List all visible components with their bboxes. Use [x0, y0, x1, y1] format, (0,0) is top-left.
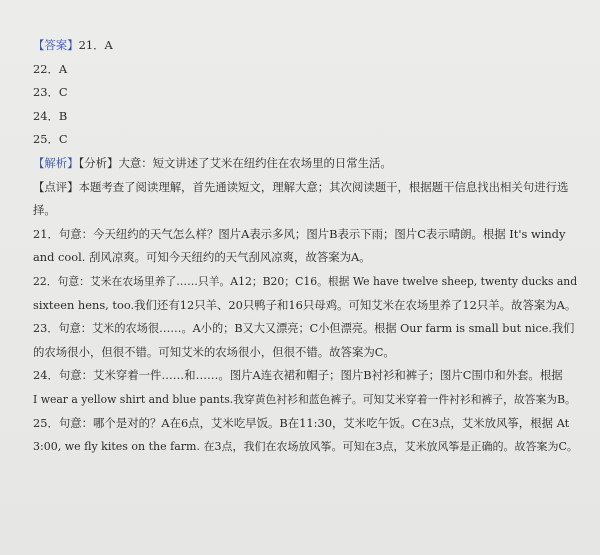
analysis-line — [33, 152, 560, 176]
explanation-21-line-2: and cool. 刮风凉爽。可知今天纽约的天气刮风凉爽，故答案为A。 — [33, 250, 371, 265]
answer-item: 21．A — [78, 38, 113, 52]
comment-line-1 — [33, 176, 569, 200]
explanation-22-line-1: 22．句意：艾米在农场里养了……只羊。A12；B20；C16。根据 We have twelve sheep, twenty ducks and — [33, 274, 578, 288]
answer-tag: 【答案】 — [33, 38, 79, 52]
explanation-24-line-1: 24．句意：艾米穿着一件……和……。图片A连衣裙和帽子；图片B衬衫和裤子；图片C围巾和外套。根据 — [33, 368, 563, 383]
answer-line-24: 24．B — [33, 108, 68, 123]
answer-line-23: 23．C — [33, 85, 68, 100]
comment-tag: 【点评】 — [33, 179, 79, 194]
explanation-25-line-2: 3:00, we fly kites on the farm. 在3点，我们在农场放风筝。可知在3点，艾米放风筝是正确的。故答案为C。 — [33, 440, 578, 454]
answer-line-22: 22．A — [33, 61, 68, 76]
explanation-24-line-2: I wear a yellow shirt and blue pants.我穿黄色衬衫和蓝色裤子。可知艾米穿着一件衬衫和裤子，故答案为B。 — [33, 392, 576, 406]
analysis-text: 【分析】大意：短文讲述了艾米在纽约住在农场里的日常生活。 — [78, 155, 392, 170]
explanation-23-line-1: 23．句意：艾米的农场很……。A小的；B又大又漂亮；C小但漂亮。根据 Our farm is small but nice.我们 — [33, 322, 575, 336]
comment-line-2: 择。 — [33, 203, 56, 218]
explanation-21-line-1: 21．句意：今天纽约的天气怎么样？图片A表示多风；图片B表示下雨；图片C表示晴朗。根据 It's windy — [33, 226, 566, 241]
analysis-tag: 【解析】 — [33, 155, 79, 170]
explanation-22-line-2: sixteen hens, too.我们还有12只羊、20只鸭子和16只母鸡。可知艾米在农场里养了12只羊。故答案为A。 — [33, 297, 577, 312]
explanation-25-line-1: 25．句意：哪个是对的？A在6点，艾米吃早饭。B在11:30，艾米吃午饭。C在3点，艾米放风筝，根据 At — [33, 415, 570, 430]
answer-line-25: 25．C — [33, 132, 68, 147]
explanation-23-line-2: 的农场很小，但很不错。可知艾米的农场很小，但很不错。故答案为C。 — [33, 344, 395, 359]
comment-text: 本题考查了阅读理解，首先通读短文，理解大意；其次阅读题干，根据题干信息找出相关句进行选 — [78, 179, 569, 194]
answer-line-21 — [33, 34, 560, 58]
